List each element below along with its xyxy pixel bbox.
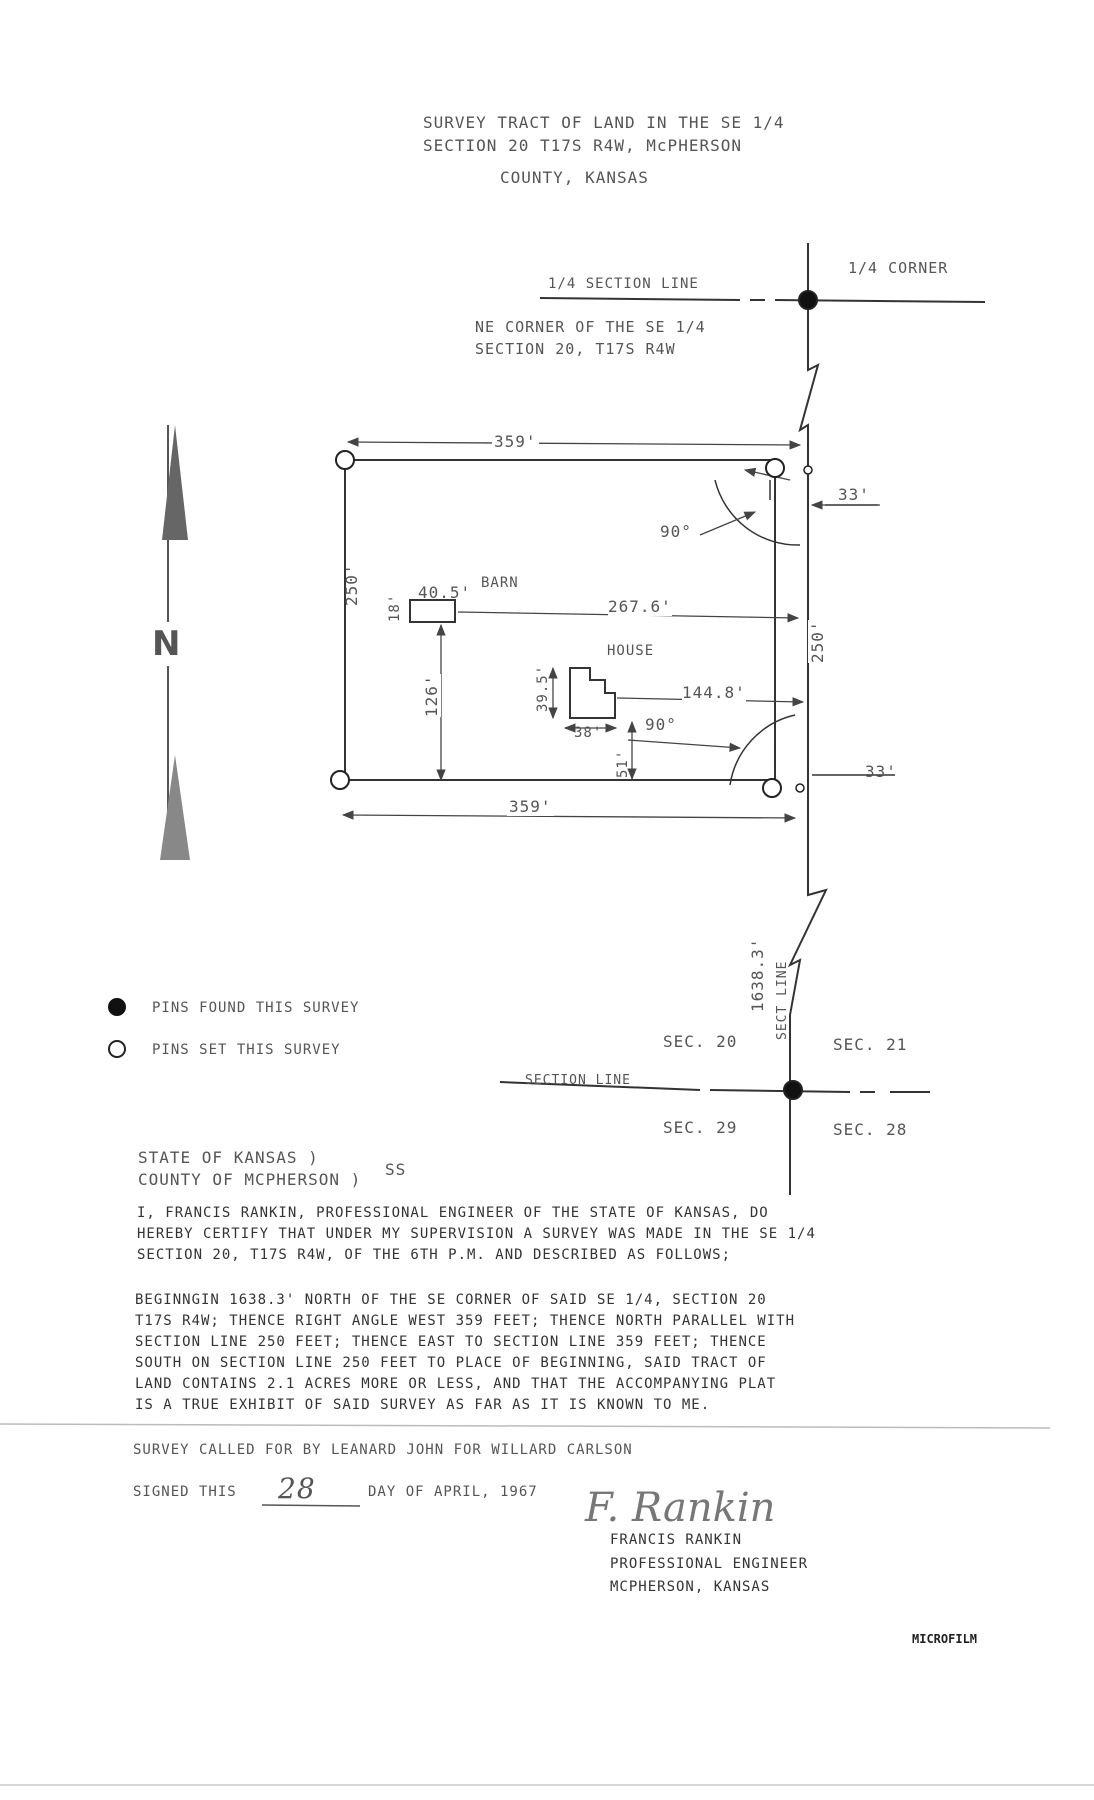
county-label: COUNTY OF MCPHERSON ) [138, 1170, 362, 1189]
microfilm-stamp: MICROFILM [912, 1632, 978, 1646]
barn-width-dim: 40.5' [418, 583, 472, 602]
house-width-dim: 38' [574, 725, 603, 741]
barn-outline [410, 600, 455, 622]
signed-prefix: SIGNED THIS [133, 1484, 237, 1500]
called-for-line: SURVEY CALLED FOR BY LEANARD JOHN FOR WILLARD CARLSON [133, 1442, 633, 1458]
signer-city: MCPHERSON, KANSAS [610, 1579, 771, 1595]
quarter-corner-label: 1/4 CORNER [848, 259, 949, 277]
house-label: HOUSE [607, 643, 655, 659]
desc-line-4: SOUTH ON SECTION LINE 250 FEET TO PLACE OF BEGINNING, SAID TRACT OF [135, 1355, 767, 1371]
house-depth-dim: 39.5' [535, 664, 551, 712]
pin-found-quarter-corner [799, 291, 817, 309]
signer-name: FRANCIS RANKIN [610, 1532, 743, 1548]
pin-set-se [763, 779, 781, 797]
ne-corner-label-1: NE CORNER OF THE SE 1/4 [475, 318, 706, 336]
legend-set-icon [109, 1041, 125, 1057]
desc-line-1: BEGINNGIN 1638.3' NORTH OF THE SE CORNER OF SAID SE 1/4, SECTION 20 [135, 1292, 767, 1308]
sec-28-label: SEC. 28 [833, 1120, 908, 1139]
quarter-section-line-label: 1/4 SECTION LINE [548, 276, 699, 292]
ss-label: SS [385, 1160, 407, 1179]
house-to-line-dim: 144.8' [682, 683, 746, 702]
angle-top-label: 90° [660, 522, 692, 541]
offset-top-dim: 33' [838, 485, 870, 504]
desc-line-6: IS A TRUE EXHIBIT OF SAID SURVEY AS FAR AS IT IS KNOWN TO ME. [135, 1397, 711, 1413]
signed-suffix: DAY OF APRIL, 1967 [368, 1484, 538, 1500]
section-distance-dim: 1638.3' [748, 937, 767, 1012]
cert-line-2: HEREBY CERTIFY THAT UNDER MY SUPERVISION A SURVEY WAS MADE IN THE SE 1/4 [137, 1226, 816, 1242]
pin-found-section-corner [784, 1081, 802, 1099]
legend-found-icon [108, 998, 126, 1016]
angle-arc-bottom [730, 715, 795, 785]
ne-corner-label-2: SECTION 20, T17S R4W [475, 340, 676, 358]
signed-day: 28 [278, 1472, 316, 1505]
section-line-vertical [790, 243, 826, 1195]
legend-set-label: PINS SET THIS SURVEY [152, 1042, 341, 1058]
legend-found-label: PINS FOUND THIS SURVEY [152, 1000, 360, 1016]
north-label: N [152, 624, 182, 664]
sec-20-label: SEC. 20 [663, 1032, 738, 1051]
section-line-vertical-label: SECT LINE [775, 960, 790, 1040]
desc-line-2: T17S R4W; THENCE RIGHT ANGLE WEST 359 FEET; THENCE NORTH PARALLEL WITH [135, 1313, 796, 1329]
barn-to-south-dim: 126' [422, 674, 441, 717]
pin-set-nw [336, 451, 354, 469]
desc-line-5: LAND CONTAINS 2.1 ACRES MORE OR LESS, AND THAT THE ACCOMPANYING PLAT [135, 1376, 777, 1392]
state-label: STATE OF KANSAS ) [138, 1148, 319, 1167]
top-width-dim: 359' [494, 432, 537, 451]
bottom-width-dim: 359' [509, 797, 552, 816]
title-line-2: SECTION 20 T17S R4W, McPHERSON [423, 136, 742, 155]
sec-21-label: SEC. 21 [833, 1035, 908, 1054]
offset-bottom-dim: 33' [865, 762, 897, 781]
cert-line-1: I, FRANCIS RANKIN, PROFESSIONAL ENGINEER OF THE STATE OF KANSAS, DO [137, 1205, 769, 1221]
quarter-section-line [540, 298, 985, 302]
signer-title: PROFESSIONAL ENGINEER [610, 1556, 809, 1572]
desc-line-3: SECTION LINE 250 FEET; THENCE EAST TO SECTION LINE 359 FEET; THENCE [135, 1334, 767, 1350]
sec-29-label: SEC. 29 [663, 1118, 738, 1137]
house-to-south-dim: 51' [615, 749, 631, 778]
barn-to-line-dim: 267.6' [608, 597, 672, 616]
east-height-dim: 250' [808, 620, 827, 663]
signed-day-underline [262, 1505, 360, 1506]
pin-set-ne [766, 459, 784, 477]
barn-depth-dim: 18' [387, 593, 403, 622]
angle-arc-top [715, 480, 800, 545]
barn-label: BARN [481, 575, 519, 591]
west-height-dim: 250' [342, 563, 361, 606]
title-line-3: COUNTY, KANSAS [500, 168, 649, 187]
pin-set-sw [331, 771, 349, 789]
cert-line-3: SECTION 20, T17S R4W, OF THE 6TH P.M. AND DESCRIBED AS FOLLOWS; [137, 1247, 732, 1263]
section-line-horizontal-label: SECTION LINE [525, 1073, 631, 1088]
engineer-signature: F. Rankin [585, 1485, 776, 1531]
angle-bottom-label: 90° [645, 715, 677, 734]
title-line-1: SURVEY TRACT OF LAND IN THE SE 1/4 [423, 113, 785, 132]
house-outline [570, 668, 615, 718]
